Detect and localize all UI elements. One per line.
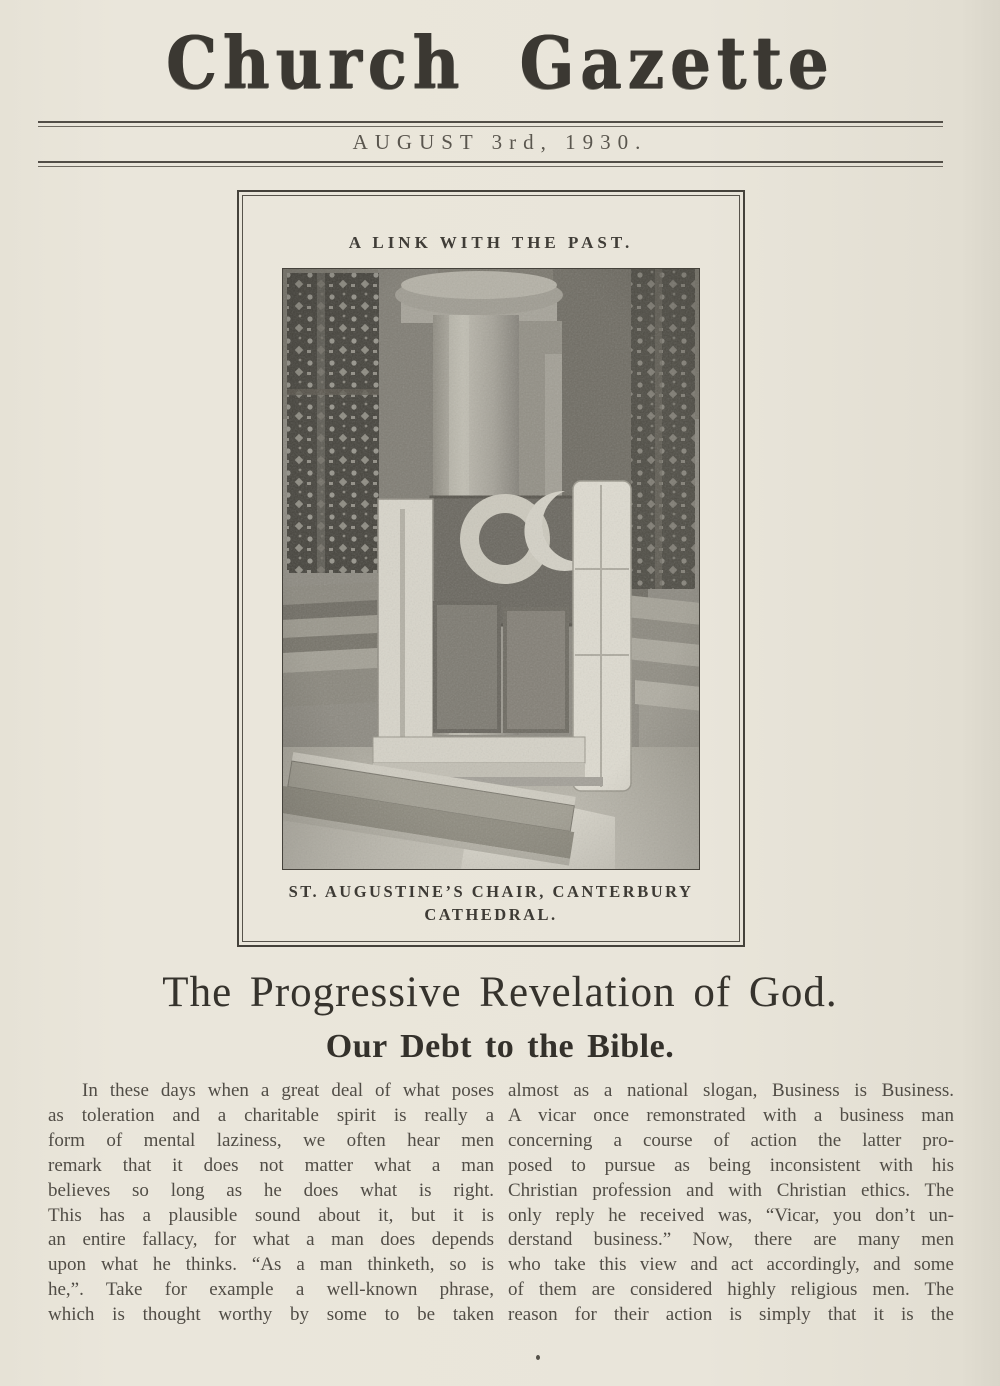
plate-caption-line2: CATHEDRAL. (424, 905, 558, 924)
text-line: posed to pursue as being inconsistent with his (508, 1154, 954, 1176)
article-title: The Progressive Revelation of God. (162, 969, 838, 1016)
photo-plate-frame (237, 190, 745, 947)
text-line: of them are considered highly religious men. The (508, 1279, 954, 1301)
text-line: he,”. Take for example a well-known phrase, (48, 1279, 494, 1301)
masthead-title: Church Gazette (165, 22, 835, 106)
column-left (48, 1079, 494, 1328)
text-line: an entire fallacy, for what a man does depends (48, 1229, 494, 1251)
ink-speck (536, 1355, 540, 1360)
text-line: Christian profession and with Christian ethics. The (508, 1179, 954, 1201)
text-line: upon what he thinks. “As a man thinketh, so is (48, 1254, 494, 1276)
double-rule-top (38, 121, 943, 127)
plate-heading: A LINK WITH THE PAST. (348, 233, 634, 252)
text-line: derstand business.” Now, there are many men (508, 1229, 954, 1251)
plate-caption (239, 880, 743, 926)
text-line: A vicar once remonstrated with a business man (508, 1104, 954, 1126)
chair-photo-illustration (283, 269, 699, 869)
double-rule-bottom (38, 161, 943, 167)
text-line: form of mental laziness, we often hear men (48, 1129, 494, 1151)
text-line: reason for their action is simply that it is the (508, 1304, 954, 1326)
text-line: In these days when a great deal of what poses (82, 1080, 494, 1101)
text-line: believes so long as he does what is right. (48, 1179, 494, 1201)
text-line: concerning a course of action the latter pro- (508, 1129, 954, 1151)
text-line: This has a plausible sound about it, but it is (48, 1204, 494, 1226)
article-body (48, 1079, 954, 1328)
plate-caption-line1: ST. AUGUSTINE’S CHAIR, CANTERBURY (288, 882, 694, 901)
text-line: only reply he received was, “Vicar, you don’t un- (508, 1204, 954, 1226)
article-subtitle: Our Debt to the Bible. (325, 1028, 675, 1065)
text-line: as toleration and a charitable spirit is really a (48, 1104, 494, 1126)
chair-photo (282, 268, 700, 870)
text-line: almost as a national slogan, Business is Business. (508, 1080, 954, 1101)
column-right (508, 1079, 954, 1328)
dateline: AUGUST 3rd, 1930. (352, 130, 648, 154)
text-line: remark that it does not matter what a man (48, 1154, 494, 1176)
text-line: which is thought worthy by some to be taken (48, 1304, 494, 1326)
text-line: who take this view and act accordingly, and some (508, 1254, 954, 1276)
